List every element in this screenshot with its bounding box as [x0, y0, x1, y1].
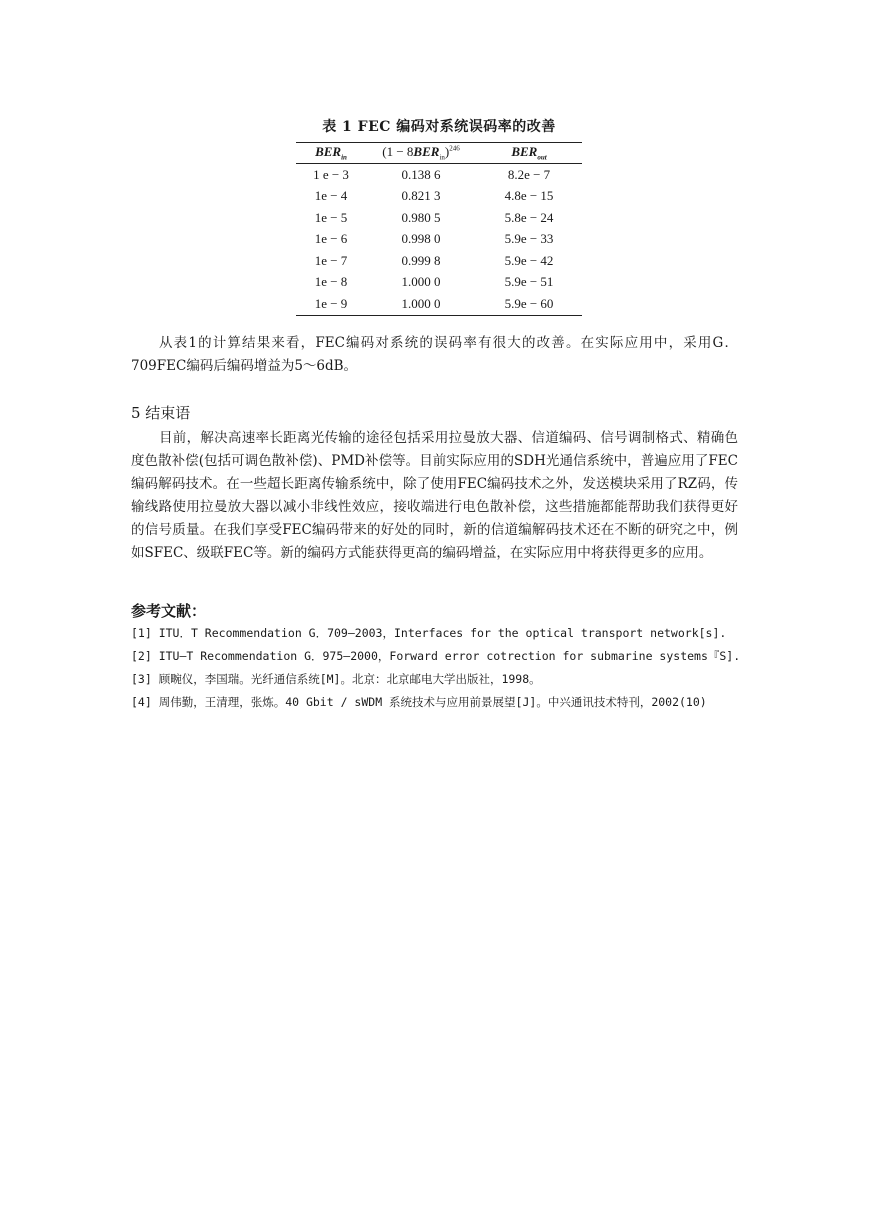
- table-cell: 5.8e − 24: [504, 209, 554, 225]
- table-cell: 0.138 6: [401, 166, 441, 182]
- table-caption: 表 1 FEC 编码对系统误码率的改善: [322, 119, 556, 135]
- table-cell: 0.998 0: [401, 231, 441, 247]
- reference-list: [131, 623, 751, 715]
- table-cell: 5.9e − 33: [504, 231, 554, 247]
- table-row: [296, 186, 582, 208]
- table-cell: 0.821 3: [401, 188, 441, 204]
- table-block: [296, 116, 582, 316]
- reference-item: [2] ITU—T Recommendation G．975—2000，Forward error cotrection for submarine systems『S].: [131, 649, 741, 663]
- result-paragraph: 从表1的计算结果来看，FEC编码对系统的误码率有很大的改善。在实际应用中，采用G．709FEC编码后编码增益为5～6dB。: [131, 335, 738, 374]
- reference-item: [3] 顾畹仪，李国瑞。光纤通信系统[M]。北京：北京邮电大学出版社，1998。: [131, 672, 541, 686]
- table-cell: 1e − 5: [314, 209, 348, 225]
- table-row: [296, 229, 582, 251]
- table-cell: 1e − 8: [314, 274, 348, 290]
- table-header-row: [296, 143, 582, 164]
- table-cell: 1e − 4: [314, 188, 348, 204]
- table-row: [296, 207, 582, 229]
- reference-item: [1] ITU．T Recommendation G．709—2003，Interfaces for the optical transport network[s].: [131, 626, 727, 640]
- table-cell: 4.8e − 15: [504, 188, 554, 204]
- table-row: [296, 272, 582, 294]
- reference-item: [4] 周伟勤，王清理，张炼。40 Gbit / sWDM 系统技术与应用前景展望[J]。中兴通讯技术特刊，2002(10): [131, 695, 707, 709]
- header-ber-in: $BER_{in}$: [296, 143, 366, 164]
- conclusion-paragraph: 目前，解决高速率长距离光传输的途径包括采用拉曼放大器、信道编码、信号调制格式、精确色度色散补偿(包括可调色散补偿)、PMD补偿等。目前实际应用的SDH光通信系统中，普遍应用了FEC编码解码技术。在一些超长距离传输系统中，除了使用FEC编码技术之外，发送模块采用了RZ码，传输线路使用拉曼放大器以减小非线性效应，接收端进行电色散补偿，这些措施都能帮助我们获得更好的信号质量。在我们享受FEC编码带来的好处的同时，新的信道编解码技术还在不断的研究之中，例如SFEC、级联FEC等。新的编码方式能获得更高的编码增益，在实际应用中将获得更多的应用。: [131, 430, 738, 561]
- header-formula: $(1 - 8BER_{in})^{246}$: [366, 143, 476, 164]
- ber-table: [296, 142, 582, 316]
- table-cell: 8.2e − 7: [507, 166, 551, 182]
- table-cell: 1.000 0: [401, 274, 441, 290]
- section-heading-conclusion: 5 结束语: [131, 404, 191, 422]
- table-row: [296, 293, 582, 315]
- table-cell: 1 e − 3: [313, 166, 349, 182]
- table-cell: 5.9e − 60: [476, 293, 582, 315]
- table-cell: 1e − 6: [314, 231, 348, 247]
- table-row: [296, 164, 582, 186]
- table-cell: 5.9e − 42: [504, 252, 554, 268]
- table-row: [296, 250, 582, 272]
- table-cell: 1e − 7: [314, 252, 348, 268]
- header-ber-out: $BER_{out}$: [476, 143, 582, 164]
- table-cell: 5.9e − 51: [504, 274, 554, 290]
- table-cell: 0.999 8: [401, 252, 441, 268]
- table-cell: 0.980 5: [401, 209, 441, 225]
- references-heading: 参考文献：: [131, 602, 207, 620]
- table-cell: 1.000 0: [366, 293, 476, 315]
- table-cell: 1e − 9: [296, 293, 366, 315]
